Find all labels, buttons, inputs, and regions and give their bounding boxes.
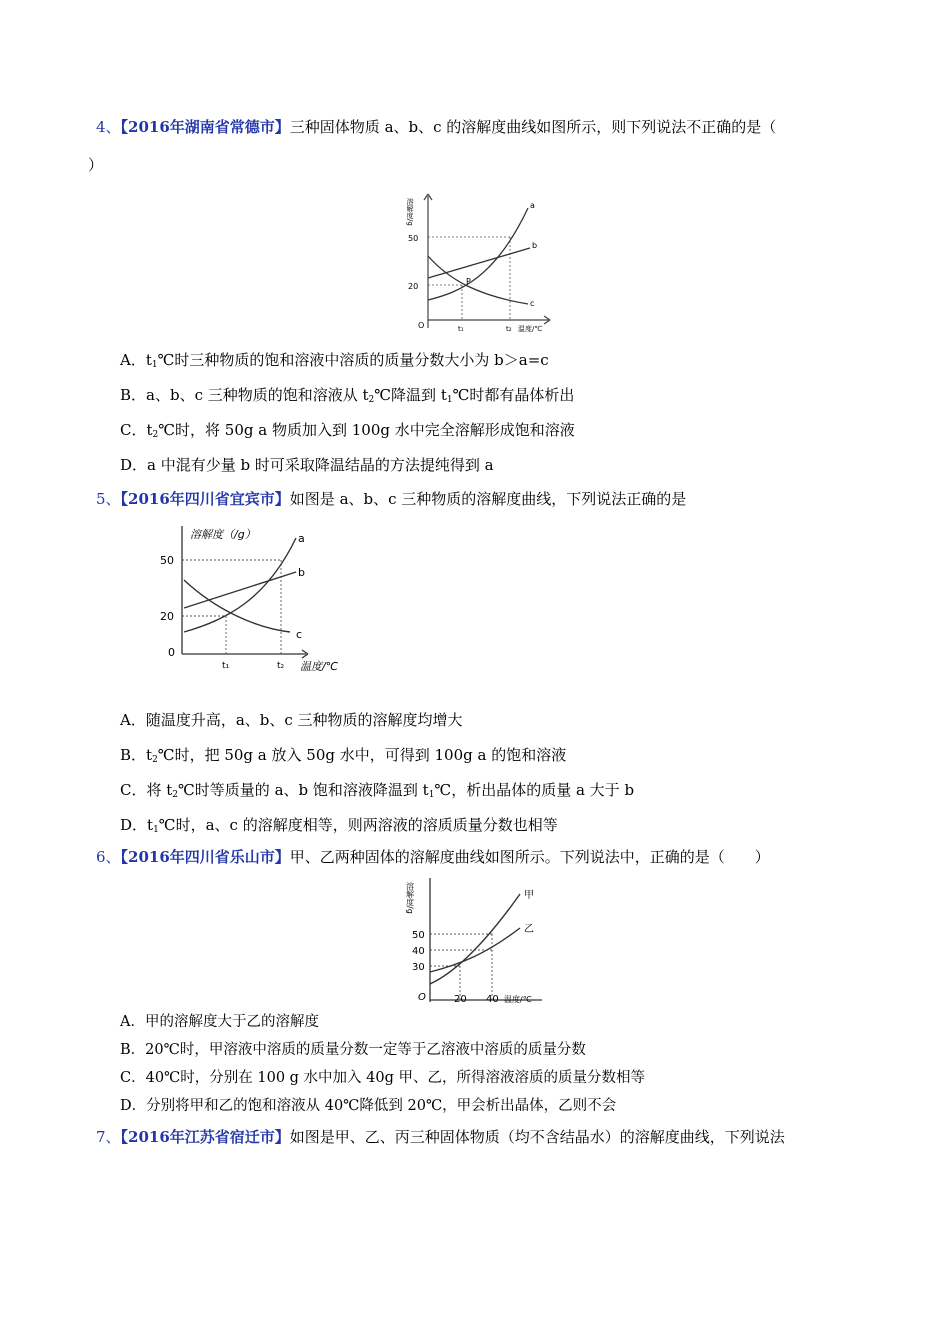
question-number: 7、 [96,1128,121,1146]
question-text: 如图是甲、乙、丙三种固体物质（均不含结晶水）的溶解度曲线，下列说法 [289,1128,785,1146]
option-text: ℃时等质量的 a、b 饱和溶液降温到 t [178,781,429,799]
question-source: 【2016年四川省宜宾市】 [120,490,290,508]
q6-option-a [120,1012,319,1032]
y-axis-label: 溶解度（/g） [190,528,256,541]
option-text: D．分别将甲和乙的饱和溶液从 40℃降低到 20℃，甲会析出晶体，乙则不会 [120,1098,617,1114]
origin-label: O [418,992,426,1003]
y-axis-label: 溶解度/g [406,882,415,914]
option-text: A．随温度升高，a、b、c 三种物质的溶解度均增大 [120,711,463,729]
option-text: ℃，析出晶体的质量 a 大于 b [434,781,635,799]
curve-b-label: b [532,241,538,250]
option-text: ℃时，把 50g a 放入 50g 水中，可得到 100g a 的饱和溶液 [157,746,567,764]
subscript: 2 [172,790,179,800]
option-text: B．t [120,746,153,764]
x-tick-40: 40 [486,994,499,1005]
question-5-figure [156,520,356,684]
option-text: ℃时，将 50g a 物质加入到 100g 水中完全溶解形成饱和溶液 [158,421,575,439]
question-source: 【2016年江苏省宿迁市】 [120,1128,290,1146]
origin-label: O [418,321,425,330]
option-text: D．a 中混有少量 b 时可采取降温结晶的方法提纯得到 a [120,456,494,474]
q4-option-b [120,385,574,405]
question-4-stem-tail: ） [88,156,104,174]
x-axis-label: 温度/℃ [300,660,339,673]
x-tick-t1: t₁ [458,325,464,333]
option-text: ℃降温到 t [374,386,447,404]
question-source: 【2016年四川省乐山市】 [120,848,290,866]
q4-option-a [120,350,549,370]
curve-c [184,580,290,632]
subscript: 1 [446,395,453,405]
y-tick-50: 50 [412,930,425,941]
q6-option-d [120,1096,616,1116]
q4-option-c [120,420,575,440]
option-text: D．t [120,816,154,834]
option-text: C．t [120,421,153,439]
option-text: ℃时都有晶体析出 [452,386,575,404]
question-7-stem [96,1126,896,1148]
y-tick-50: 50 [160,554,174,567]
curve-yi-label: 乙 [524,924,534,935]
question-6-figure [406,872,546,1010]
option-text: A．甲的溶解度大于乙的溶解度 [120,1014,319,1030]
subscript: 2 [152,430,159,440]
curve-a [428,208,528,300]
curve-c-label: c [296,628,303,641]
question-4-figure [400,186,560,340]
solubility-chart-q6 [406,872,546,1006]
curve-jia [430,894,520,984]
curve-a-label: a [530,201,535,210]
option-text: C．40℃时，分别在 100 g 水中加入 40g 甲、乙，所得溶液溶质的质量分数相等 [120,1070,645,1086]
point-p-label: P [466,277,471,286]
question-text: 甲、乙两种固体的溶解度曲线如图所示。下列说法中，正确的是（ ） [289,848,770,866]
q5-option-b [120,745,566,765]
q5-option-a [120,710,463,730]
y-tick-20: 20 [160,610,174,623]
option-text: B．20℃时，甲溶液中溶质的质量分数一定等于乙溶液中溶质的质量分数 [120,1042,586,1058]
curve-jia-label: 甲 [524,890,534,901]
option-text: A．t [120,351,152,369]
x-tick-20: 20 [454,994,467,1005]
q4-option-d [120,455,494,475]
question-5-stem [96,488,876,510]
curve-b [428,248,530,278]
curve-a-label: a [298,532,305,545]
question-text: 三种固体物质 a、b、c 的溶解度曲线如图所示，则下列说法不正确的是（ [289,118,777,136]
solubility-chart-q5 [156,520,356,680]
option-text: ℃时三种物质的饱和溶液中溶质的质量分数大小为 b＞a=c [157,351,549,369]
x-tick-t2: t₂ [277,661,285,671]
q5-option-d [120,815,558,835]
origin-label: 0 [168,646,175,659]
question-number: 4、 [96,118,121,136]
curve-b [184,572,296,608]
q6-option-b [120,1040,586,1060]
question-number: 5、 [96,490,121,508]
option-text: ℃时，a、c 的溶解度相等，则两溶液的溶质质量分数也相等 [158,816,558,834]
y-tick-50: 50 [408,234,419,243]
q5-option-c [120,780,634,800]
question-text: 如图是 a、b、c 三种物质的溶解度曲线，下列说法正确的是 [289,490,687,508]
subscript: 2 [152,755,158,765]
solubility-chart-q4 [400,186,560,336]
option-text: B．a、b、c 三种物质的饱和溶液从 t [120,386,369,404]
y-tick-30: 30 [412,962,425,973]
x-tick-t2: t₂ [506,325,512,333]
y-tick-40: 40 [412,946,425,957]
option-text: C．将 t [120,781,173,799]
question-source: 【2016年湖南省常德市】 [120,118,290,136]
q6-option-c [120,1068,645,1088]
subscript: 2 [368,395,375,405]
curve-c-label: c [530,299,535,308]
subscript: 1 [153,825,159,835]
x-axis-label: 温度/℃ [518,325,543,333]
y-axis-label: 溶解度/g [406,198,414,226]
question-number: 6、 [96,848,121,866]
question-4-stem [96,116,876,138]
x-tick-t1: t₁ [222,661,230,671]
subscript: 1 [151,360,158,370]
subscript: 1 [428,790,435,800]
y-tick-20: 20 [408,282,419,291]
x-axis-label: 温度/℃ [504,995,532,1004]
question-6-stem [96,846,876,868]
curve-b-label: b [298,566,305,579]
